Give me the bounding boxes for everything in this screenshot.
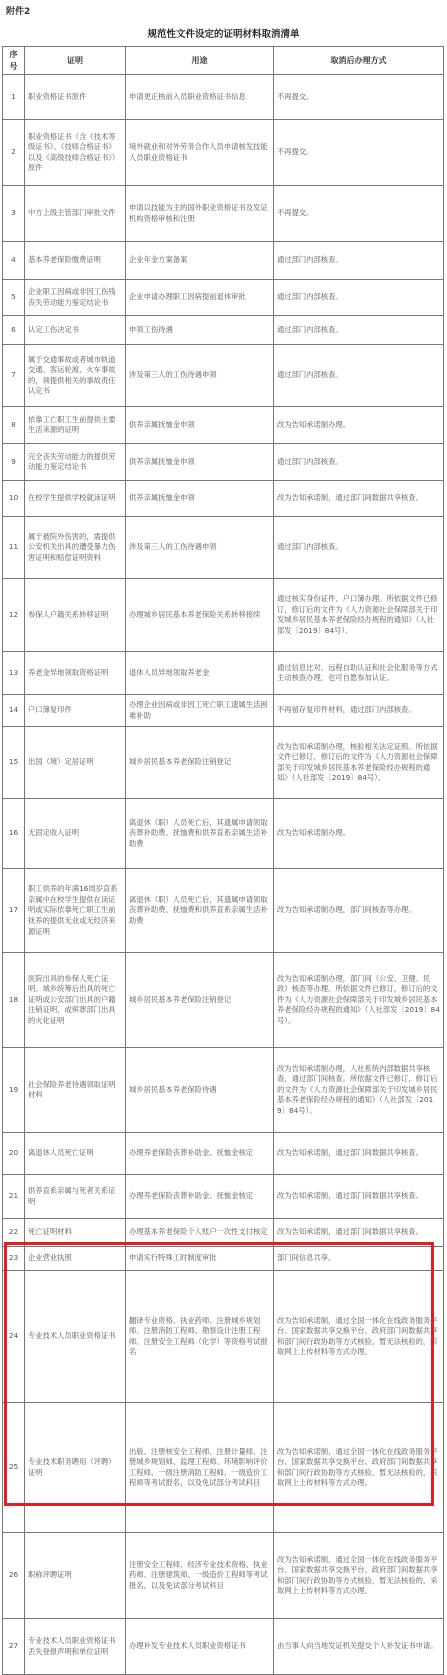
row-no: 9 (3, 444, 25, 481)
row-use: 涉及第三人的工伤待遇申领 (126, 517, 274, 579)
table-row (3, 652, 444, 695)
row-use: 办理基本养老保险个人账户一次性支付核定 (126, 1219, 274, 1247)
row-proof: 专业技术人员职业资格证书丢失登报声明和单位证明 (25, 1619, 126, 1675)
row-use: 离退休（职）人员死亡后，其遗属申请领取丧葬补助费、抚恤费和供养直系亲属生活补助费 (126, 799, 274, 869)
row-no: 16 (3, 799, 25, 869)
row-no: 13 (3, 652, 25, 695)
table-row (3, 345, 444, 407)
row-method: 改为告知承诺制，通过部门间数据共享核查。 (274, 1175, 444, 1219)
table-row (3, 242, 444, 280)
row-method: 通过部门内部核查。 (274, 444, 444, 481)
table-row (3, 799, 444, 869)
row-proof: 认定工伤决定书 (25, 316, 126, 345)
row-use: 办理城乡居民基本养老保险关系转移接续 (126, 579, 274, 652)
table-row (3, 1271, 444, 1403)
row-no: 4 (3, 242, 25, 280)
row-no: 1 (3, 75, 25, 120)
row-no: 27 (3, 1619, 25, 1675)
row-no: 5 (3, 280, 25, 316)
row-no: 26 (3, 1533, 25, 1619)
row-method: 通过部门内部核查。 (274, 242, 444, 280)
row-proof: 职工供养的年满16周岁直系亲属中在校学生提供在读证明或实际依靠死亡职工生前抚养的提供无业或无经济来源证明 (25, 869, 126, 953)
row-use: 退休人员异地领取养老金 (126, 652, 274, 695)
row-proof: 职业资格证书（含《技术等级证书》、《技师合格证书》以及《高级技师合格证书》）原件 (25, 120, 126, 186)
table-row (3, 1133, 444, 1175)
row-use: 企业申请办理职工因病提前退休审批 (126, 280, 274, 316)
row-proof: 基本养老保险缴费证明 (25, 242, 126, 280)
row-method: 通过部门内部核查。 (274, 517, 444, 579)
row-proof: 离退休人员死亡证明 (25, 1133, 126, 1175)
row-proof: 属于被院外伤害的，需提供公安机关出具的遭受暴力伤害证明和赔偿证明资料 (25, 517, 126, 579)
row-method: 改为告知承诺制办理，人社系统内部数据共享核查，通过部门间核查。所依据文件已修订，修订后的文件为《人力资源社会保障部关于印发城乡居民基本养老保险经办规程的通知》（人社部发〔2019〕84号）。 (274, 1048, 444, 1133)
row-no: 25 (3, 1403, 25, 1533)
row-method: 改为告知承诺制，通过全国一体化在线政务服务平台、国家数据共享交换平台、政府部门间数据共享和部门间行政协助等方式核验，暂无法核验的，采取网上上传材料等方式办理。 (274, 1533, 444, 1619)
row-use: 办理补发专业技术人员职业资格证书 (126, 1619, 274, 1675)
row-method: 由当事人向当地发证机关提交个人补发证书申请。 (274, 1619, 444, 1675)
row-use: 出版、注册核安全工程师、注册计量师、注册城乡规划师、监理工程师、环境影响评价工程师、一级注册消防工程师、一级造价工程师等考试报名，以及免试部分考试科目 (126, 1403, 274, 1533)
row-use: 申领工伤待遇 (126, 316, 274, 345)
table-row (3, 120, 444, 186)
row-proof: 职业资格证书原件 (25, 75, 126, 120)
row-proof: 企业职工因病或非因工伤残丧失劳动能力鉴定结论书 (25, 280, 126, 316)
table-row (3, 75, 444, 120)
row-proof: 属于交通事故或者城市轨道交通、客运轮渡、火车事故的，须提供相关的事故责任认定书 (25, 345, 126, 407)
row-use: 办理养老保险丧葬补助金、抚恤金核定 (126, 1133, 274, 1175)
row-no: 15 (3, 727, 25, 799)
row-use: 供养亲属抚恤金申领 (126, 407, 274, 444)
row-method: 改为告知承诺制办理，部门间（公安、卫健、民政）核查等办理。所依据文件已修订，修订后的文件为《人力资源社会保障部关于印发城乡居民基本养老保险经办规程的通知》（人社部发〔2019〕84号）。 (274, 953, 444, 1048)
row-use: 离退休（职）人员死亡后，其遗属申请领取丧葬补助费、抚恤费和供养直系亲属生活补助费 (126, 869, 274, 953)
row-method: 不再提交。 (274, 186, 444, 242)
row-proof: 社会保险养老待遇领取证明材料 (25, 1048, 126, 1133)
row-use: 办理养老保险丧葬补助金、抚恤金核定 (126, 1175, 274, 1219)
row-proof: 医院出具的参保人死亡证明、城乡统筹后出具的死亡证明或公安部门出具的户籍注销证明，或殡葬部门出具的火化证明 (25, 953, 126, 1048)
row-no: 18 (3, 953, 25, 1048)
table-row (3, 517, 444, 579)
table-row (3, 1533, 444, 1619)
row-no: 20 (3, 1133, 25, 1175)
row-no: 3 (3, 186, 25, 242)
row-no: 12 (3, 579, 25, 652)
row-no: 11 (3, 517, 25, 579)
table-row (3, 186, 444, 242)
row-method: 改为告知承诺制，通过全国一体化在线政务服务平台、国家数据共享交换平台、政府部门间数据共享和部门间行政协助等方式核验，暂无法核验的，采取网上上传材料等方式办理。 (274, 1271, 444, 1403)
row-no: 24 (3, 1271, 25, 1403)
col-header-use: 用途 (126, 47, 274, 75)
row-proof: 供养直系亲属与死者关系证明 (25, 1175, 126, 1219)
table-row (3, 953, 444, 1048)
row-method: 通过部门内部核查。 (274, 345, 444, 407)
row-use: 企业年金方案备案 (126, 242, 274, 280)
row-method: 不再提交。 (274, 75, 444, 120)
col-header-method: 取消后办理方式 (274, 47, 444, 75)
row-method: 改为告知承诺制办理。 (274, 799, 444, 869)
row-proof: 无固定收入证明 (25, 799, 126, 869)
row-method: 改为告知承诺制，通过全国一体化在线政务服务平台、国家数据共享交换平台、政府部门间数据共享和部门间行政协助等方式核验，暂无法核验的，采取网上上传材料等方式办理。 (274, 1403, 444, 1533)
row-use: 申请以技能为主的国外职业资格证书及发证机构资格审核和注册 (126, 186, 274, 242)
row-no: 22 (3, 1219, 25, 1247)
document-title: 规范性文件设定的证明材料取消清单 (147, 29, 300, 40)
table-row (3, 579, 444, 652)
row-method: 部门间信息共享。 (274, 1247, 444, 1271)
col-header-proof: 证明 (25, 47, 126, 75)
row-method: 改为告知承诺制办理，部门间核查等办理。 (274, 869, 444, 953)
row-use: 办理企业因病或非因工死亡职工遗属生活困难补助 (126, 695, 274, 727)
row-use: 申请更正核前入员职业资格证书信息 (126, 75, 274, 120)
table-row (3, 1175, 444, 1219)
row-method: 通过核实身份证件、户口簿办理。所依据文件已修订，修订后的文件为《人力资源社会保障部关于印发城乡居民基本养老保险经办规程的通知》（人社部发〔2019〕84号）。 (274, 579, 444, 652)
row-use: 城乡居民基本养老保险注销登记 (126, 953, 274, 1048)
table-row (3, 1048, 444, 1133)
row-method: 通过部门内部核查。 (274, 280, 444, 316)
row-method: 改为告知承诺制办理。 (274, 407, 444, 444)
row-use: 申请实行特殊工时制度审批 (126, 1247, 274, 1271)
row-use: 城乡居民基本养老保险待遇 (126, 1048, 274, 1133)
row-use: 供养亲属抚恤金申领 (126, 481, 274, 517)
table-row (3, 481, 444, 517)
row-use: 翻译专业资格、执业药师、注册城乡规划师、注册消防工程师、勘察设计注册工程师、注册安全工程师（化学）等资格考试报名 (126, 1271, 274, 1403)
row-proof: 在校学生提供学校就读证明 (25, 481, 126, 517)
row-proof: 出国（境）定居证明 (25, 727, 126, 799)
table-row (3, 280, 444, 316)
row-proof: 依靠工亡职工生前提供主要生活来源的证明 (25, 407, 126, 444)
table-header-row (3, 47, 444, 75)
row-no: 17 (3, 869, 25, 953)
row-use: 供养亲属抚恤金申领 (126, 444, 274, 481)
row-method: 改为告知承诺制，通过部门间数据共享核查。 (274, 481, 444, 517)
row-proof: 职称评聘证明 (25, 1533, 126, 1619)
row-no: 8 (3, 407, 25, 444)
row-use: 涉及第三人的工伤待遇申领 (126, 345, 274, 407)
row-proof: 完全丧失劳动能力的提供劳动能力鉴定结论书 (25, 444, 126, 481)
row-method: 通过部门内部核查。 (274, 316, 444, 345)
row-no: 2 (3, 120, 25, 186)
table-row (3, 869, 444, 953)
table-row (3, 1403, 444, 1533)
row-proof: 死亡证明材料 (25, 1219, 126, 1247)
table-row (3, 695, 444, 727)
table-row (3, 407, 444, 444)
row-use: 城乡居民基本养老保险注销登记 (126, 727, 274, 799)
row-proof: 企业营业执照 (25, 1247, 126, 1271)
row-use: 境外就业和对外劳务合作人员申请核发技能人员职业资格证书 (126, 120, 274, 186)
row-proof: 专业技术职务聘用（评聘）证明 (25, 1403, 126, 1533)
row-proof: 养老金异地领取资格证明 (25, 652, 126, 695)
table-row (3, 316, 444, 345)
row-proof: 专业技术人员职业资格证书 (25, 1271, 126, 1403)
row-method: 不再提交。 (274, 120, 444, 186)
col-header-no: 序号 (3, 47, 25, 75)
row-method: 通过信息比对、远程自助认证和社会化服务等方式主动核查办理，也可自愿参加认证。 (274, 652, 444, 695)
row-proof: 参保人户籍关系转移证明 (25, 579, 126, 652)
row-no: 7 (3, 345, 25, 407)
row-method: 改为告知承诺制办理，核验相关法定证照。所依据文件已修订，修订后的文件为《人力资源社会保障部关于印发城乡居民基本养老保险经办规程的通知》（人社部发〔2019〕84号）。 (274, 727, 444, 799)
table-row (3, 1247, 444, 1271)
row-no: 14 (3, 695, 25, 727)
row-method: 不再留存复印件材料，通过部门内部核查。 (274, 695, 444, 727)
table-row (3, 1619, 444, 1675)
row-no: 10 (3, 481, 25, 517)
row-no: 23 (3, 1247, 25, 1271)
annex-label: 附件2 (6, 7, 31, 17)
table-row (3, 727, 444, 799)
row-method: 改为告知承诺制，通过部门间数据共享核查。 (274, 1133, 444, 1175)
table-row (3, 444, 444, 481)
row-proof: 户口簿复印件 (25, 695, 126, 727)
row-use: 注册安全工程师、经济专业技术资格、执业药师、注册建筑师、一级造价工程师等考试报名，以及免试部分考试科目 (126, 1533, 274, 1619)
row-no: 19 (3, 1048, 25, 1133)
row-proof: 中方上级主管部门审批文件 (25, 186, 126, 242)
row-no: 6 (3, 316, 25, 345)
table-row (3, 1219, 444, 1247)
row-method: 改为告知承诺制，通过部门间数据共享核查。 (274, 1219, 444, 1247)
proof-cancellation-table (2, 46, 444, 1675)
row-no: 21 (3, 1175, 25, 1219)
